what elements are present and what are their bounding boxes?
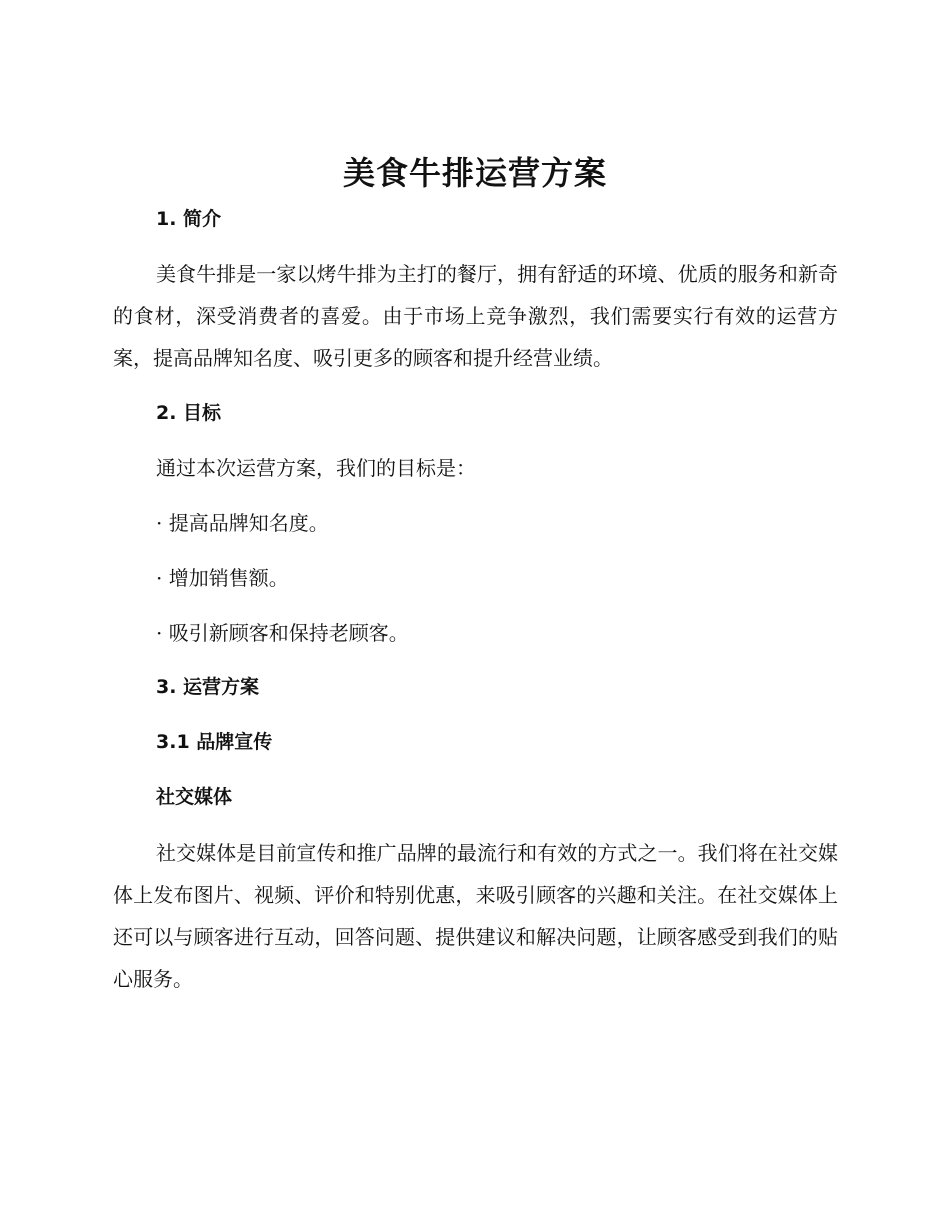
section-heading-intro: 1. 简介 (156, 208, 222, 230)
goal-list-item: · 提高品牌知名度。 (156, 511, 329, 535)
document-title: 美食牛排运营方案 (342, 154, 607, 192)
intro-paragraph: 美食牛排是一家以烤牛排为主打的餐厅，拥有舒适的环境、优质的服务和新奇的食材，深受消费者的喜爱。由于市场上竞争激烈，我们需要实行有效的运营方案，提高品牌知名度、吸引更多的顾客和提升经营业绩。 (113, 262, 838, 370)
goal-list-item: · 吸引新顾客和保持老顾客。 (156, 621, 409, 645)
social-media-paragraph: 社交媒体是目前宣传和推广品牌的最流行和有效的方式之一。我们将在社交媒体上发布图片、视频、评价和特别优惠，来吸引顾客的兴趣和关注。在社交媒体上还可以与顾客进行互动，回答问题、提供建议和解决问题，让顾客感受到我们的贴心服务。 (113, 841, 838, 991)
topic-heading-social-media: 社交媒体 (156, 786, 233, 808)
subsection-heading-brand: 3.1 品牌宣传 (156, 731, 273, 753)
section-heading-plan: 3. 运营方案 (156, 676, 260, 698)
section-heading-goals: 2. 目标 (156, 402, 222, 424)
goals-lead: 通过本次运营方案，我们的目标是： (156, 456, 476, 480)
goal-list-item: · 增加销售额。 (156, 566, 289, 590)
